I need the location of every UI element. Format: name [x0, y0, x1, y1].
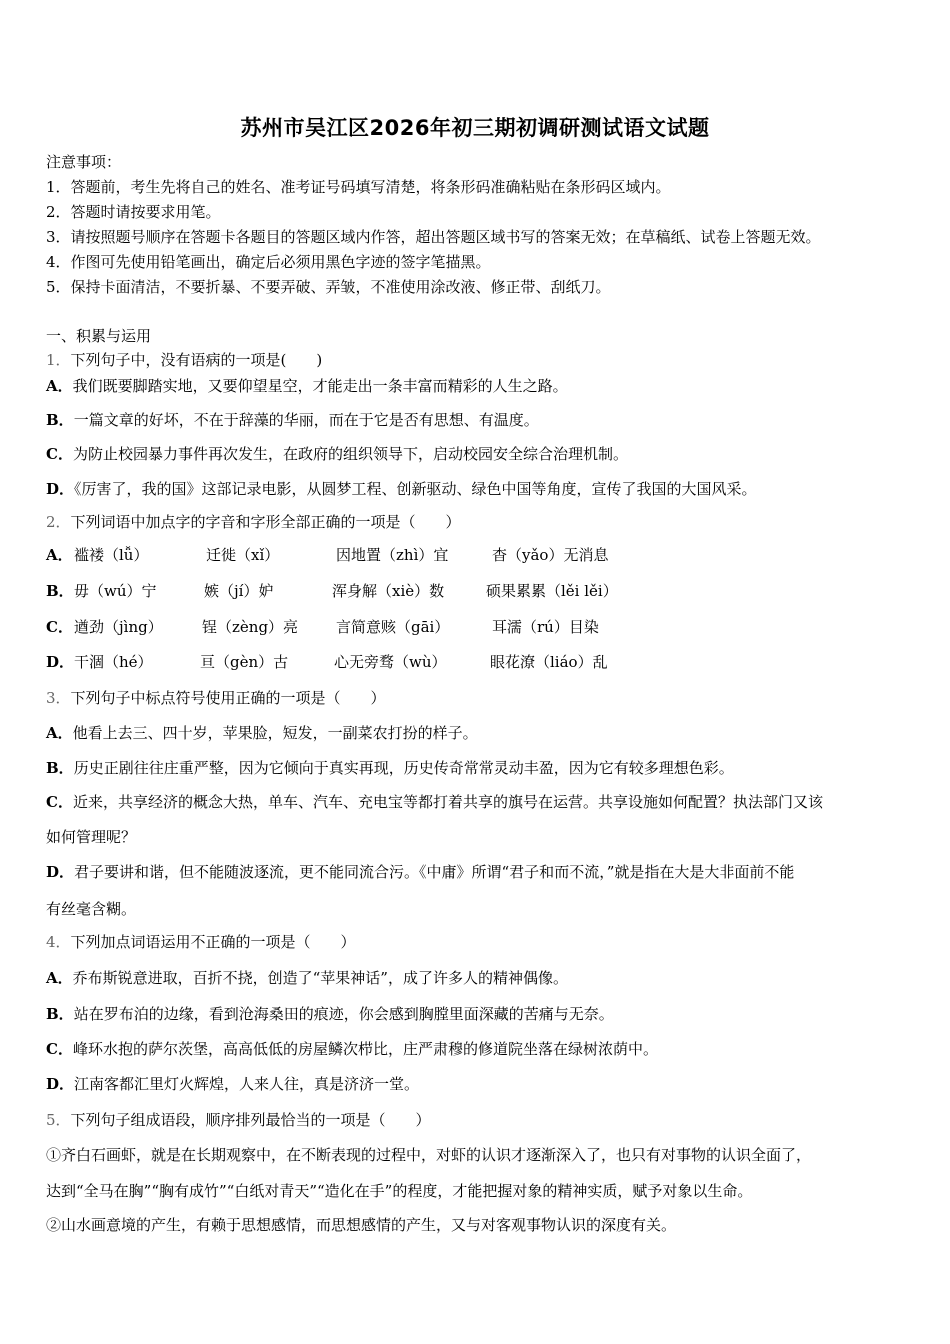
- option-label: B．: [46, 1005, 74, 1023]
- option-label: D．: [46, 863, 75, 881]
- word-cell: 眼花潦（liáo）乱: [490, 653, 608, 671]
- question-text: 下列句子中标点符号使用正确的一项是（ ）: [70, 689, 386, 707]
- word-cell: 杳（yǎo）无消息: [492, 546, 609, 564]
- option-label: A．: [46, 546, 73, 564]
- option-label: D．: [46, 480, 75, 498]
- question-number: 1．: [46, 351, 71, 369]
- option-label: B．: [46, 582, 74, 600]
- option-text: 站在罗布泊的边缘，看到沧海桑田的痕迹，你会感到胸膛里面深藏的苦痛与无奈。: [73, 1005, 614, 1023]
- q3-option-b[interactable]: [46, 758, 734, 778]
- notice-item: 3．请按照题号顺序在答题卡各题目的答题区域内作答，超出答题区域书写的答案无效；在草稿纸、试卷上答题无效。: [46, 228, 821, 246]
- option-label: C．: [46, 445, 73, 463]
- word-cell: 干涸（hé）: [74, 653, 153, 671]
- option-text: 他看上去三、四十岁，苹果脸，短发，一副菜农打扮的样子。: [72, 724, 478, 742]
- word-cell: 硕果累累（lěi lěi）: [486, 582, 618, 600]
- word-cell: 亘（gèn）古: [200, 653, 289, 671]
- question-text: 下列句子组成语段，顺序排列最恰当的一项是（ ）: [70, 1111, 431, 1129]
- word-cell: 毋（wú）宁: [74, 582, 157, 600]
- question-5-stem: [46, 1110, 431, 1130]
- page-title: 苏州市吴江区2026年初三期初调研测试语文试题: [240, 116, 710, 140]
- q5-sentence-1-cont: 达到“全马在胸”“胸有成竹”“白纸对青天”“造化在手”的程度，才能把握对象的精神实质，赋予对象以生命。: [46, 1182, 753, 1200]
- option-text: 乔布斯锐意进取，百折不挠，创造了“苹果神话”，成了许多人的精神偶像。: [72, 969, 568, 987]
- option-text: 近来，共享经济的概念大热，单车、汽车、充电宝等都打着共享的旗号在运营。共享设施如何配置？执法部门又该: [72, 793, 823, 811]
- q4-option-d[interactable]: [46, 1074, 419, 1094]
- notice-item: 2．答题时请按要求用笔。: [46, 203, 221, 221]
- option-text: 一篇文章的好坏，不在于辞藻的华丽，而在于它是否有思想、有温度。: [73, 411, 539, 429]
- q3-option-a[interactable]: [46, 723, 478, 743]
- question-number: 5．: [46, 1111, 71, 1129]
- word-cell: 耳濡（rú）目染: [492, 618, 599, 636]
- notice-item: 5．保持卡面清洁，不要折暴、不要弄破、弄皱，不准使用涂改液、修正带、刮纸刀。: [46, 278, 611, 296]
- q4-option-c[interactable]: [46, 1039, 658, 1059]
- word-cell: 因地置（zhì）宜: [336, 546, 449, 564]
- q1-option-a[interactable]: [46, 376, 568, 396]
- q3-option-c[interactable]: [46, 792, 823, 812]
- option-text: 江南客都汇里灯火辉煌，人来人往，真是济济一堂。: [74, 1075, 420, 1093]
- q3-option-d[interactable]: [46, 862, 794, 882]
- word-cell: 心无旁骛（wù）: [334, 653, 447, 671]
- q5-sentence-2: ②山水画意境的产生，有赖于思想感情，而思想感情的产生，又与对客观事物认识的深度有关。: [46, 1216, 677, 1234]
- q5-sentence-1: ①齐白石画虾，就是在长期观察中，在不断表现的过程中，对虾的认识才逐渐深入了，也只有对事物的认识全面了，: [46, 1146, 812, 1164]
- word-cell: 嫉（jí）妒: [204, 582, 274, 600]
- option-label: A．: [46, 969, 73, 987]
- option-label: A．: [46, 724, 73, 742]
- option-label: B．: [46, 759, 74, 777]
- q1-option-d[interactable]: [46, 479, 757, 499]
- word-cell: 浑身解（xiè）数: [332, 582, 445, 600]
- option-label: C．: [46, 793, 73, 811]
- option-text: 君子要讲和谐，但不能随波逐流，更不能同流合污。《中庸》所谓“君子和而不流，”就是指在大是大非面前不能: [74, 863, 795, 881]
- question-3-stem: [46, 688, 386, 708]
- question-1-stem: [46, 350, 322, 370]
- notice-item: 1．答题前，考生先将自己的姓名、准考证号码填写清楚，将条形码准确粘贴在条形码区域内。: [46, 178, 671, 196]
- option-text: 我们既要脚踏实地，又要仰望星空，才能走出一条丰富而精彩的人生之路。: [72, 377, 568, 395]
- notice-heading: 注意事项：: [46, 153, 122, 171]
- q1-option-b[interactable]: [46, 410, 539, 430]
- word-cell: 迁徙（xǐ）: [206, 546, 280, 564]
- question-number: 2．: [46, 513, 71, 531]
- option-label: B．: [46, 411, 74, 429]
- option-text: 历史正剧往往庄重严整，因为它倾向于真实再现，历史传奇常常灵动丰盈，因为它有较多理想色彩。: [73, 759, 734, 777]
- word-cell: 锃（zèng）亮: [202, 618, 299, 636]
- question-2-stem: [46, 512, 461, 532]
- section-heading: 一、积累与运用: [46, 327, 152, 345]
- word-cell: 褴褛（lǚ）: [74, 546, 149, 564]
- word-cell: 遒劲（jìng）: [74, 618, 163, 636]
- option-label: D．: [46, 1075, 75, 1093]
- option-label: C．: [46, 1040, 73, 1058]
- question-text: 下列句子中，没有语病的一项是( ): [70, 351, 323, 369]
- word-cell: 言简意赅（gāi）: [336, 618, 450, 636]
- q3-option-d-cont: 有丝毫含糊。: [46, 900, 137, 918]
- option-text: 为防止校园暴力事件再次发生，在政府的组织领导下，启动校园安全综合治理机制。: [72, 445, 628, 463]
- q4-option-a[interactable]: [46, 968, 568, 988]
- question-number: 3．: [46, 689, 71, 707]
- option-label: A．: [46, 377, 73, 395]
- option-text: 《厉害了，我的国》这部记录电影，从圆梦工程、创新驱动、绿色中国等角度，宣传了我国的大国风采。: [74, 480, 757, 498]
- option-label: C．: [46, 618, 73, 636]
- question-text: 下列词语中加点字的字音和字形全部正确的一项是（ ）: [70, 513, 461, 531]
- q1-option-c[interactable]: [46, 444, 628, 464]
- question-text: 下列加点词语运用不正确的一项是（ ）: [70, 933, 356, 951]
- option-label: D．: [46, 653, 75, 671]
- notice-item: 4．作图可先使用铅笔画出，确定后必须用黑色字迹的签字笔描黑。: [46, 253, 491, 271]
- q3-option-c-cont: 如何管理呢？: [46, 828, 137, 846]
- option-text: 峰环水抱的萨尔茨堡，高高低低的房屋鳞次栉比，庄严肃穆的修道院坐落在绿树浓荫中。: [72, 1040, 658, 1058]
- q4-option-b[interactable]: [46, 1004, 614, 1024]
- question-4-stem: [46, 932, 356, 952]
- question-number: 4．: [46, 933, 71, 951]
